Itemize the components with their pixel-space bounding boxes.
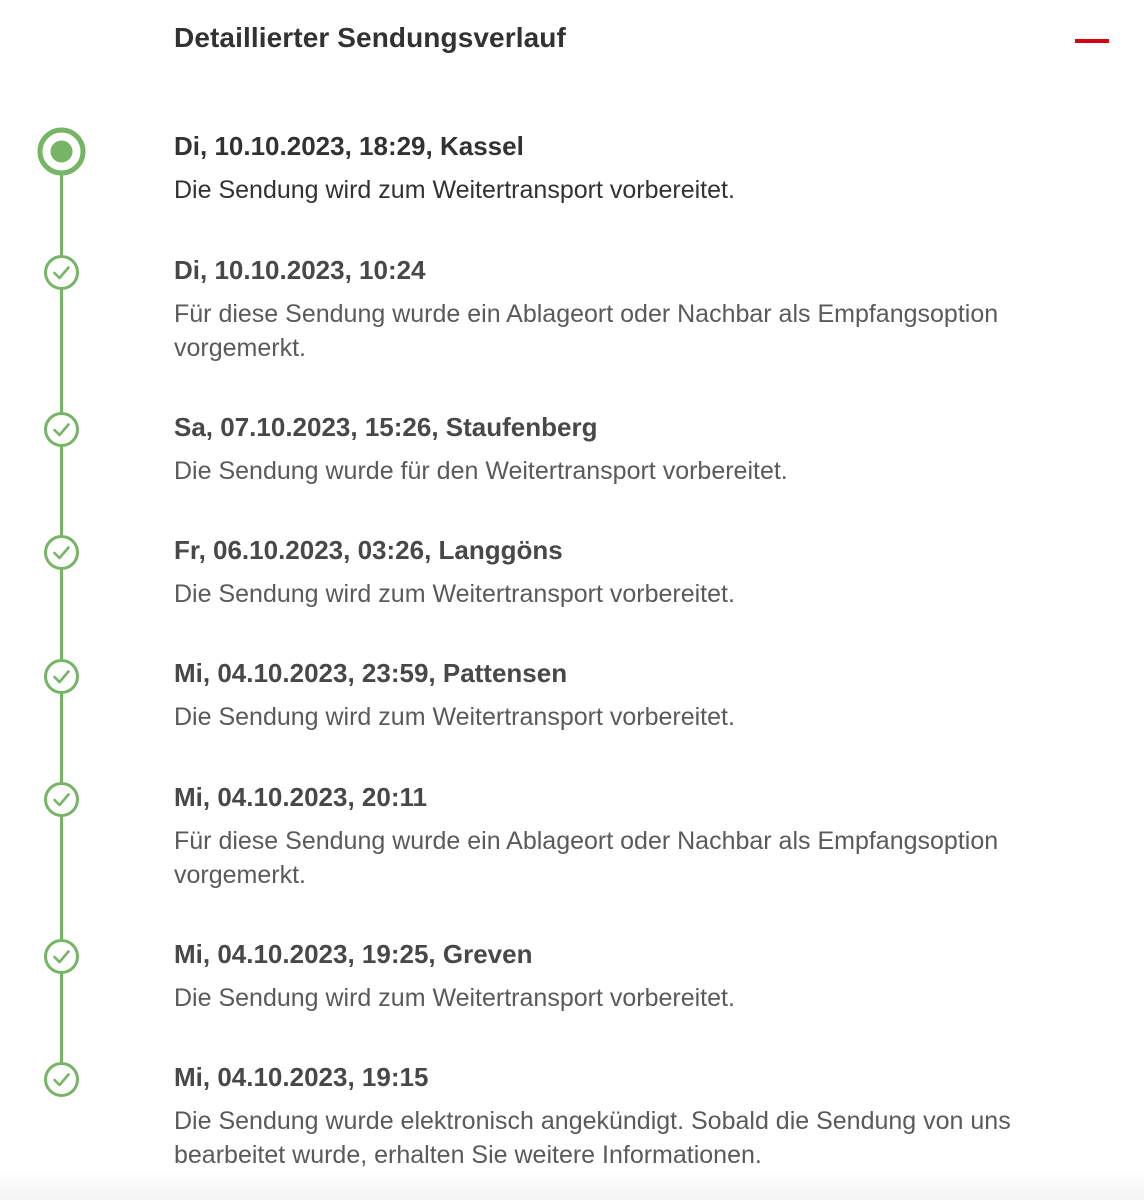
event-description: Die Sendung wird zum Weitertransport vorbereitet. xyxy=(174,703,735,731)
check-circle-icon xyxy=(43,658,80,695)
timeline-track xyxy=(60,693,63,783)
check-circle-icon xyxy=(43,534,80,571)
check-circle-icon xyxy=(43,254,80,291)
timeline-event xyxy=(174,781,1104,892)
section-title: Detaillierter Sendungsverlauf xyxy=(174,22,566,53)
event-description: Für diese Sendung wurde ein Ablageort oder Nachbar als Empfangsoption vorgemerkt. xyxy=(174,300,999,362)
bottom-fade xyxy=(0,1172,1144,1200)
event-datetime-location: Di, 10.10.2023, 10:24 xyxy=(174,255,426,285)
timeline-event xyxy=(174,534,1104,611)
timeline-event xyxy=(174,254,1104,365)
timeline-track xyxy=(60,816,63,940)
event-datetime-location: Di, 10.10.2023, 18:29, Kassel xyxy=(174,131,524,161)
event-datetime-location: Mi, 04.10.2023, 20:11 xyxy=(174,782,427,812)
timeline-track xyxy=(60,973,63,1063)
check-circle-icon xyxy=(43,781,80,818)
check-circle-icon xyxy=(43,411,80,448)
event-datetime-location: Mi, 04.10.2023, 19:25, Greven xyxy=(174,939,533,969)
event-description: Die Sendung wird zum Weitertransport vorbereitet. xyxy=(174,580,735,608)
event-description: Die Sendung wurde für den Weitertransport vorbereitet. xyxy=(174,457,788,485)
event-description: Die Sendung wird zum Weitertransport vorbereitet. xyxy=(174,984,735,1012)
timeline-track xyxy=(60,288,63,413)
timeline-event xyxy=(174,1061,1104,1172)
timeline-event xyxy=(174,657,1104,734)
event-datetime-location: Mi, 04.10.2023, 19:15 xyxy=(174,1062,429,1092)
timeline-track xyxy=(60,569,63,660)
current-status-icon xyxy=(37,127,86,176)
event-datetime-location: Fr, 06.10.2023, 03:26, Langgöns xyxy=(174,535,563,565)
event-description: Die Sendung wird zum Weitertransport vorbereitet. xyxy=(174,176,735,204)
timeline-event xyxy=(174,130,1104,207)
timeline-track xyxy=(60,168,63,255)
event-description: Für diese Sendung wurde ein Ablageort oder Nachbar als Empfangsoption vorgemerkt. xyxy=(174,827,999,889)
event-datetime-location: Sa, 07.10.2023, 15:26, Staufenberg xyxy=(174,412,598,442)
event-datetime-location: Mi, 04.10.2023, 23:59, Pattensen xyxy=(174,658,568,688)
timeline-event xyxy=(174,411,1104,488)
timeline-track xyxy=(60,446,63,535)
timeline-event xyxy=(174,938,1104,1015)
event-description: Die Sendung wurde elektronisch angekündigt. Sobald die Sendung von uns bearbeitet wurde, erhalten Sie weitere Informationen. xyxy=(174,1107,1011,1169)
check-circle-icon xyxy=(43,1061,80,1098)
check-circle-icon xyxy=(43,938,80,975)
